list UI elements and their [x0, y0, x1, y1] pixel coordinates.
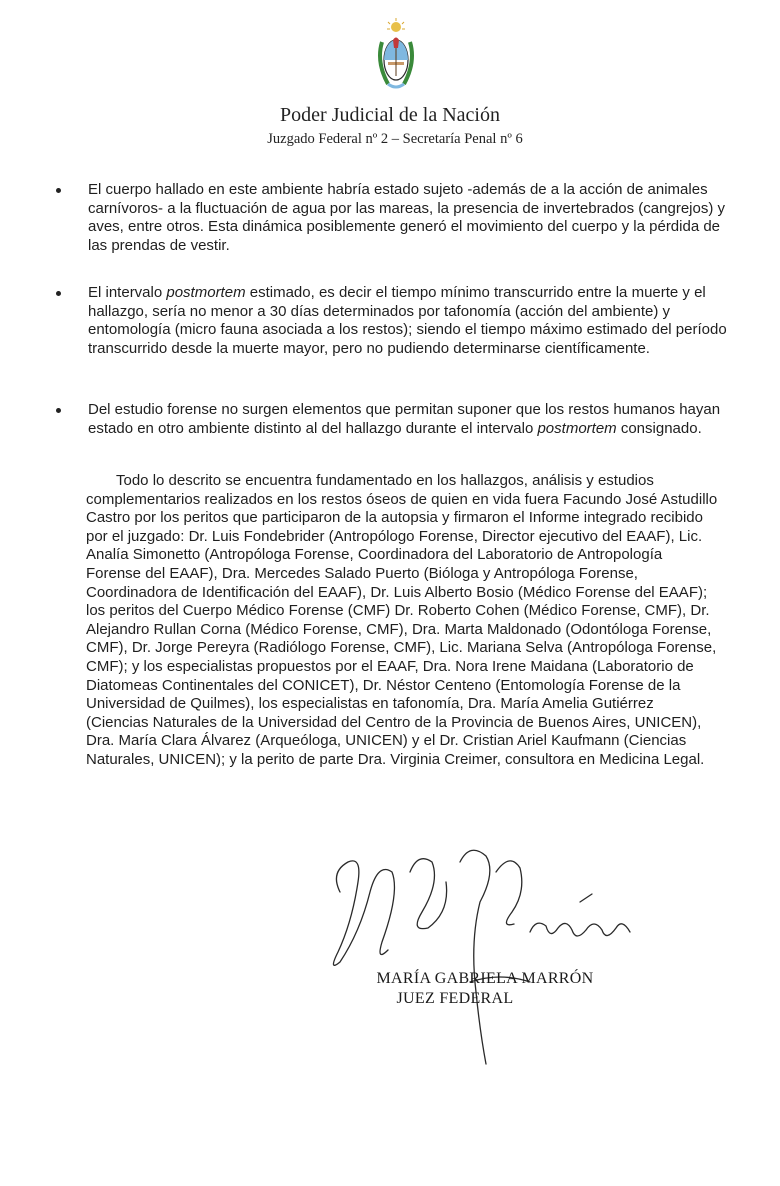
bullet-text: Del estudio forense no surgen elementos que permitan suponer que los restos humanos hayan estado en otro ambiente distinto al del hallazgo durante el intervalo postmortem consignado.: [88, 401, 721, 437]
court-name: Poder Judicial de la Nación: [280, 104, 500, 126]
court-subtitle: Juzgado Federal nº 2 – Secretaría Penal nº 6: [267, 131, 523, 147]
bullet-text: El cuerpo hallado en este ambiente habría estado sujeto -además de a la acción de animales carnívoros- a la fluctuación de agua por las mareas, la presencia de invertebrados (cangrejos) y aves, entre otros. Esta dinámica posiblemente generó el movimiento del cuerpo y la pérdida de las prendas de vestir.: [88, 181, 726, 254]
argentina-coat-of-arms-seal: [374, 18, 418, 96]
bullet-icon: [56, 291, 61, 296]
bullet-text: El intervalo postmortem estimado, es decir el tiempo mínimo transcurrido entre la muerte y el hallazgo, sería no menor a 30 días determinados por tafonomía (acción del ambiente) y entomología (micro fauna asociada a los restos); siendo el tiempo máximo estimado del período transcurrido desde la muerte mayor, pero no pudiendo determinarse científicamente.: [88, 284, 727, 357]
body-paragraph: Todo lo descrito se encuentra fundamentado en los hallazgos, análisis y estudios complementarios realizados en los restos óseos de quien en vida fuera Facundo José Astudillo Castro por los peritos que participaron de la autopsia y firmaron el Informe integrado recibido por el juzgado: Dr. Luis Fondebrider (Antropólogo Forense, Director ejecutivo del EAAF), Lic. Analía Simonetto (Antropóloga Forense, Coordinadora del Laboratorio de Antropología Forense del EAAF), Dra. Mercedes Salado Puerto (Bióloga y Antropóloga Forense, Coordinadora de Identificación del EAAF), Dr. Luis Alberto Bosio (Médico Forense del EAAF); los peritos del Cuerpo Médico Forense (CMF) Dr. Roberto Cohen (Médico Forense, CMF), Dr. Alejandro Rullan Corna (Médico Forense, CMF), Dra. Marta Maldonado (Odontóloga Forense, CMF), Dr. Jorge Pereyra (Radiólogo Forense, CMF), Lic. Mariana Selva (Antropóloga Forense, CMF); y los especialistas propuestos por el EAAF, Dra. Nora Irene Maidana (Laboratorio de Diatomeas Continentales del CONICET), Dr. Néstor Centeno (Entomología Forense de la Universidad de Quilmes), los especialistas en tafonomía, Dra. María Amelia Gutiérrez (Ciencias Naturales de la Universidad del Centro de la Provincia de Buenos Aires, UNICEN), Dra. María Clara Álvarez (Arqueóloga, UNICEN) y el Dr. Cristian Ariel Kaufmann (Ciencias Naturales, UNICEN); y la perito de parte Dra. Virginia Creimer, consultora en Medicina Legal.: [86, 472, 718, 768]
bullet-icon: [56, 408, 61, 413]
signer-title: JUEZ FEDERAL: [396, 990, 514, 1007]
signer-name: MARÍA GABRIELA MARRÓN: [376, 970, 594, 987]
bullet-icon: [56, 188, 61, 193]
handwritten-signature: [300, 832, 650, 1072]
